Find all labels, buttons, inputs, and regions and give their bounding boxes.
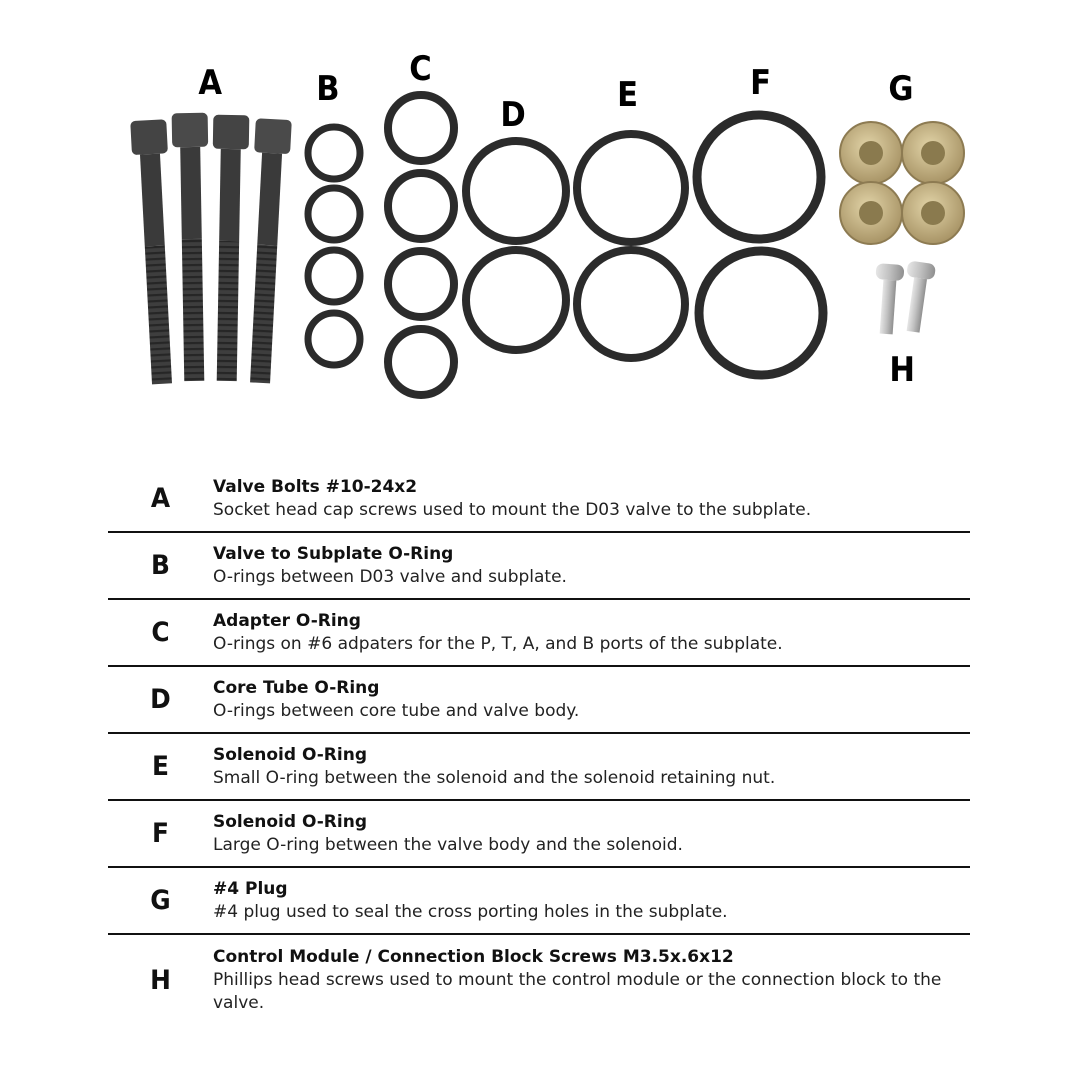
label-c: C bbox=[409, 49, 432, 89]
orings-c bbox=[388, 95, 454, 395]
legend-row-e bbox=[108, 734, 970, 801]
row-description: Large O-ring between the valve body and the solenoid. bbox=[213, 834, 683, 855]
row-title: #4 Plug bbox=[213, 878, 288, 899]
row-description: Socket head cap screws used to mount the D03 valve to the subplate. bbox=[213, 499, 812, 520]
row-description: Phillips head screws used to mount the control module or the connection block to the valve. bbox=[213, 969, 942, 1013]
legend-row-h bbox=[108, 935, 970, 1025]
row-letter: A bbox=[150, 483, 171, 514]
row-title: Solenoid O-Ring bbox=[213, 744, 367, 765]
label-f: F bbox=[750, 63, 772, 103]
row-title: Core Tube O-Ring bbox=[213, 677, 380, 698]
row-description: Small O-ring between the solenoid and the solenoid retaining nut. bbox=[213, 767, 776, 788]
orings-d bbox=[466, 141, 566, 350]
legend-row-g bbox=[108, 868, 970, 935]
orings-e bbox=[577, 134, 685, 358]
row-description: O-rings between D03 valve and subplate. bbox=[213, 566, 567, 587]
row-title: Valve Bolts #10-24x2 bbox=[213, 476, 418, 497]
legend-row-f bbox=[108, 801, 970, 868]
label-b: B bbox=[316, 69, 340, 109]
row-letter: C bbox=[151, 617, 170, 648]
parts-illustration bbox=[0, 0, 1080, 430]
orings-b bbox=[308, 127, 360, 365]
row-letter: E bbox=[152, 751, 169, 782]
legend-row-c bbox=[108, 600, 970, 667]
label-a: A bbox=[198, 63, 223, 103]
row-title: Control Module / Connection Block Screws M3.5x.6x12 bbox=[213, 946, 734, 967]
label-e: E bbox=[617, 75, 639, 115]
row-title: Solenoid O-Ring bbox=[213, 811, 367, 832]
row-letter: F bbox=[152, 818, 169, 849]
screws-h bbox=[872, 260, 936, 334]
plugs-g bbox=[840, 122, 964, 244]
parts-legend bbox=[108, 466, 970, 1025]
legend-row-d bbox=[108, 667, 970, 734]
row-description: O-rings on #6 adpaters for the P, T, A, and B ports of the subplate. bbox=[213, 633, 783, 654]
bolts-a bbox=[130, 113, 292, 385]
row-description: #4 plug used to seal the cross porting holes in the subplate. bbox=[213, 901, 728, 922]
row-letter: D bbox=[150, 684, 171, 715]
row-title: Valve to Subplate O-Ring bbox=[213, 543, 454, 564]
label-g: G bbox=[888, 69, 914, 109]
row-letter: B bbox=[151, 550, 170, 581]
label-h: H bbox=[889, 350, 916, 390]
legend-row-a bbox=[108, 466, 970, 533]
row-letter: G bbox=[150, 885, 171, 916]
row-description: O-rings between core tube and valve body. bbox=[213, 700, 580, 721]
row-letter: H bbox=[150, 964, 171, 996]
label-d: D bbox=[500, 95, 526, 135]
row-title: Adapter O-Ring bbox=[213, 610, 361, 631]
orings-f bbox=[697, 115, 823, 375]
legend-row-b bbox=[108, 533, 970, 600]
parts-photo bbox=[0, 0, 1080, 430]
